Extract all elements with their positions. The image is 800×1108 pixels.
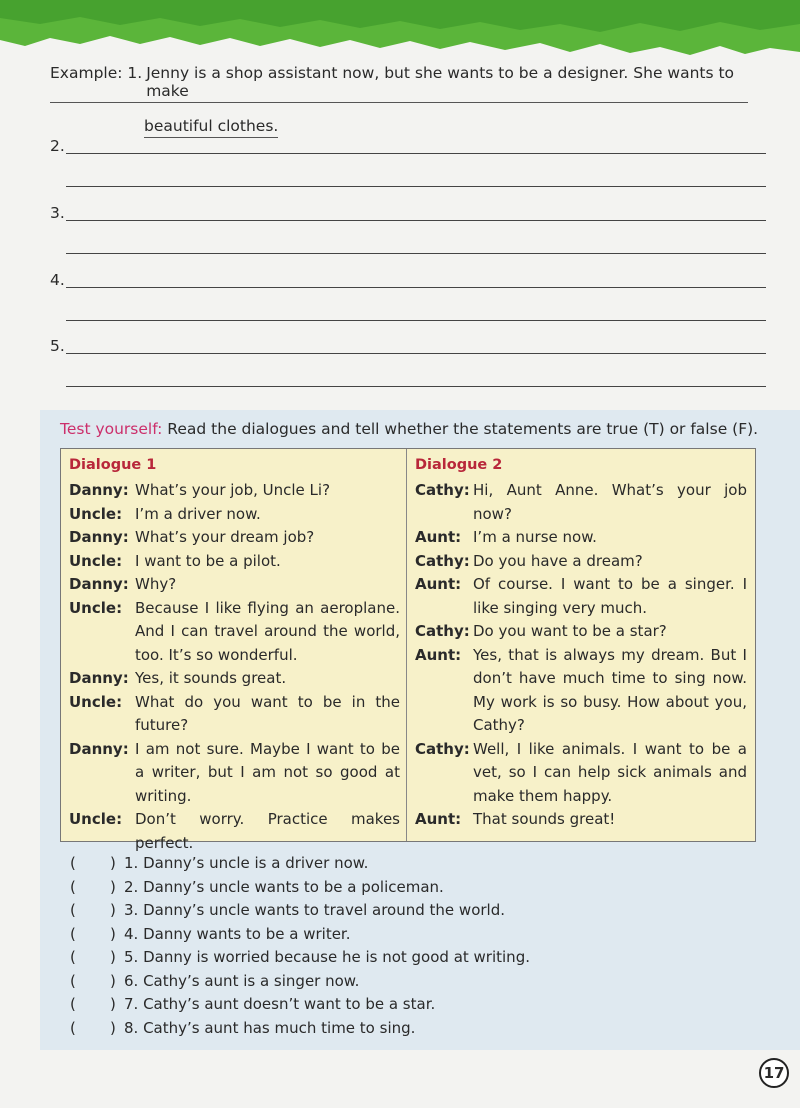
example-block [50, 64, 750, 138]
dialogue-turn [415, 526, 747, 550]
answer-blank[interactable]: ( [70, 971, 76, 990]
dialogues-box [60, 448, 756, 852]
utterance: That sounds great! [473, 810, 616, 828]
utterance: I’m a nurse now. [473, 528, 597, 546]
dialogue-turn [415, 550, 747, 574]
page-number: 17 [759, 1058, 789, 1088]
dialogue-turn [69, 667, 400, 691]
test-instruction-text: Read the dialogues and tell whether the statements are true (T) or false (F). [167, 420, 759, 438]
dialogue-turn [415, 738, 747, 809]
statement-text: 3. Danny’s uncle wants to travel around the world. [124, 901, 505, 919]
statement-text: 2. Danny’s uncle wants to be a policeman. [124, 877, 444, 896]
dialogue-turn [69, 691, 400, 738]
statement-item [70, 1017, 530, 1041]
utterance: Well, I like animals. I want to be a vet, so I can help sick animals and make them happy. [473, 739, 747, 805]
utterance: Yes, it sounds great. [135, 669, 287, 687]
dialogue-turn [69, 526, 400, 550]
speaker-name: Uncle: [69, 810, 123, 828]
answer-line[interactable] [66, 287, 766, 288]
utterance: Of course. I want to be a singer. I like singing very much. [473, 575, 747, 617]
statement-text: 7. Cathy’s aunt doesn’t want to be a star. [124, 995, 436, 1013]
answer-line[interactable] [66, 320, 766, 321]
answer-blank[interactable]: ( [70, 995, 76, 1013]
utterance: Do you want to be a star? [473, 622, 667, 640]
example-text-2: beautiful clothes. [144, 117, 278, 138]
utterance: What do you want to be in the future? [135, 692, 400, 734]
dialogue-turn [69, 597, 400, 668]
speaker-name: Uncle: [69, 598, 123, 617]
answer-blank-close: ) [110, 971, 116, 990]
answer-blank-close: ) [110, 877, 116, 896]
answer-blank-close: ) [110, 924, 116, 943]
speaker-name: Aunt: [415, 645, 462, 664]
statement-item [70, 852, 530, 876]
utterance: Yes, that is always my dream. But I don’t have much time to sing now. My work is so busy. How about you, Cathy? [473, 645, 747, 734]
dialogue-turn [415, 573, 747, 620]
dialogue-turn [69, 479, 400, 503]
answer-number: 5. [50, 337, 65, 355]
statement-text: 1. Danny’s uncle is a driver now. [124, 854, 369, 872]
utterance: I’m a driver now. [135, 504, 261, 523]
speaker-name: Aunt: [415, 528, 462, 546]
utterance: I want to be a pilot. [135, 551, 281, 570]
answer-blank[interactable]: ( [70, 948, 76, 966]
test-yourself-panel [40, 410, 800, 1050]
statement-item [70, 876, 530, 900]
answer-blank[interactable]: ( [70, 924, 76, 943]
answer-line[interactable] [66, 220, 766, 221]
speaker-name: Danny: [69, 669, 129, 687]
speaker-name: Danny: [69, 575, 129, 593]
answer-blank-close: ) [110, 948, 116, 966]
answer-number: 4. [50, 271, 65, 289]
answer-blank[interactable]: ( [70, 901, 76, 919]
speaker-name: Uncle: [69, 551, 123, 570]
speaker-name: Cathy: [415, 481, 470, 499]
answer-blank-close: ) [110, 995, 116, 1013]
example-label: Example: 1. [50, 64, 143, 82]
dialogue-turn [415, 808, 747, 832]
dialogue-1-title: Dialogue 1 [69, 457, 157, 473]
speaker-name: Danny: [69, 739, 129, 758]
answer-number: 3. [50, 204, 65, 222]
utterance: Hi, Aunt Anne. What’s your job now? [473, 481, 747, 523]
answer-line[interactable] [66, 353, 766, 354]
answer-blank-close: ) [110, 1018, 116, 1037]
speaker-name: Aunt: [415, 810, 462, 828]
dialogue-2-title: Dialogue 2 [415, 457, 503, 473]
grass-banner [0, 0, 800, 70]
dialogue-turn [69, 503, 400, 527]
utterance: Because I like flying an aeroplane. And I can travel around the world, too. It’s so wonderful. [135, 598, 400, 664]
dialogue-turn [69, 550, 400, 574]
utterance: Do you have a dream? [473, 551, 643, 570]
test-lead: Test yourself: [60, 420, 163, 438]
statement-item [70, 923, 530, 947]
speaker-name: Uncle: [69, 692, 123, 711]
dialogue-turn [415, 620, 747, 644]
speaker-name: Danny: [69, 481, 129, 499]
answer-blank[interactable]: ( [70, 1018, 76, 1037]
utterance: I am not sure. Maybe I want to be a writer, but I am not so good at writing. [135, 739, 400, 805]
answer-line[interactable] [66, 186, 766, 187]
statement-item [70, 899, 530, 923]
statement-item [70, 970, 530, 994]
dialogue-turn [69, 573, 400, 597]
test-instruction [60, 420, 758, 438]
statement-list [70, 852, 530, 1040]
dialogue-turn [69, 808, 400, 855]
answer-line[interactable] [66, 253, 766, 254]
answer-number: 2. [50, 137, 65, 155]
dialogue-2 [407, 449, 753, 841]
dialogue-1 [61, 449, 407, 852]
statement-item [70, 993, 530, 1017]
utterance: Don’t worry. Practice makes perfect. [135, 810, 400, 852]
statement-text: 8. Cathy’s aunt has much time to sing. [124, 1018, 416, 1037]
dialogue-turn [415, 644, 747, 738]
answer-blank[interactable]: ( [70, 877, 76, 896]
statement-item [70, 946, 530, 970]
answer-line[interactable] [66, 386, 766, 387]
statement-text: 4. Danny wants to be a writer. [124, 924, 351, 943]
utterance: Why? [135, 575, 177, 593]
answer-blank-close: ) [110, 854, 116, 872]
speaker-name: Danny: [69, 528, 129, 546]
answer-blank[interactable]: ( [70, 854, 76, 872]
utterance: What’s your dream job? [135, 528, 315, 546]
speaker-name: Cathy: [415, 622, 470, 640]
example-text-1: Jenny is a shop assistant now, but she wants to be a designer. She wants to make [146, 64, 735, 100]
speaker-name: Uncle: [69, 504, 123, 523]
utterance: What’s your job, Uncle Li? [135, 481, 331, 499]
statement-text: 6. Cathy’s aunt is a singer now. [124, 971, 360, 990]
example-line-1 [50, 64, 748, 103]
statement-text: 5. Danny is worried because he is not good at writing. [124, 948, 530, 966]
speaker-name: Cathy: [415, 551, 470, 570]
speaker-name: Aunt: [415, 575, 462, 593]
dialogue-turn [69, 738, 400, 809]
answer-line[interactable] [66, 153, 766, 154]
answer-blank-close: ) [110, 901, 116, 919]
dialogue-turn [415, 479, 747, 526]
speaker-name: Cathy: [415, 739, 470, 758]
